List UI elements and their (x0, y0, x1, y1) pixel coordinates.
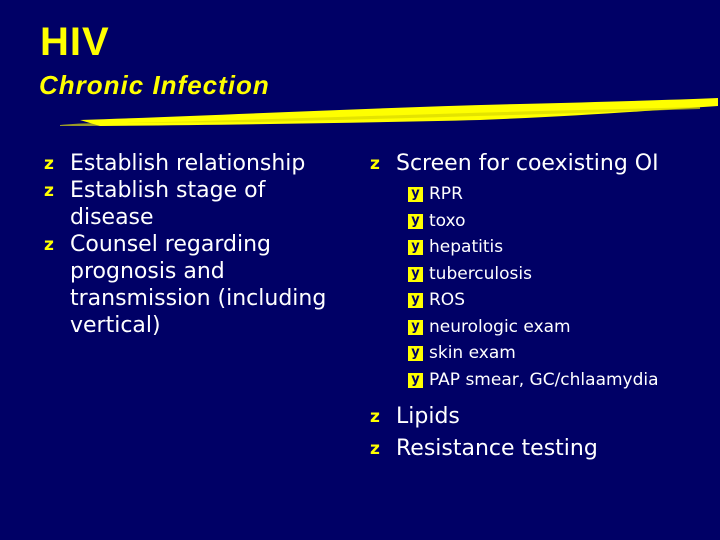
bullet-marker: z (44, 154, 54, 174)
sub-bullet-marker: y (408, 346, 423, 361)
sub-bullet-marker: y (408, 240, 423, 255)
bullet-item (370, 150, 710, 177)
sub-bullet-list (408, 181, 710, 393)
slide-title: HIV (40, 20, 110, 64)
sub-bullet-text: hepatitis (429, 237, 504, 257)
bullet-text: Establish stage of disease (70, 178, 266, 230)
sub-bullet-text: PAP smear, GC/chlaamydia (429, 369, 659, 390)
sub-bullet-text: tuberculosis (429, 263, 532, 284)
sub-bullet-text: RPR (429, 184, 463, 204)
sub-bullet-marker: y (408, 293, 423, 308)
sub-bullet-text: ROS (429, 290, 465, 310)
bullet-marker: z (44, 235, 54, 255)
sub-bullet-text: neurologic exam (429, 316, 571, 337)
sub-bullet-item (408, 261, 710, 288)
left-column (44, 150, 354, 339)
bullet-text: Lipids (396, 404, 460, 429)
right-column (370, 150, 710, 462)
bullet-text: Resistance testing (396, 436, 598, 461)
bullet-text: Screen for coexisting OI (396, 151, 659, 176)
sub-bullet-marker: y (408, 214, 423, 229)
sub-bullet-marker: y (408, 320, 423, 335)
bullet-item (44, 231, 354, 339)
bullet-item (44, 177, 354, 231)
sub-bullet-text: toxo (429, 210, 466, 231)
bullet-item (370, 435, 710, 462)
bullet-item (370, 403, 710, 430)
bullet-text: Counsel regarding prognosis and transmission (including vertical) (70, 232, 327, 338)
sub-bullet-item (408, 181, 710, 208)
bullet-item (44, 150, 354, 177)
sub-bullet-marker: y (408, 373, 423, 388)
slide-subtitle: Chronic Infection (39, 70, 270, 100)
sub-bullet-item (408, 287, 710, 314)
sub-bullet-item (408, 314, 710, 341)
bullet-marker: z (370, 439, 380, 459)
sub-bullet-text: skin exam (429, 343, 516, 363)
sub-bullet-item (408, 234, 710, 261)
bullet-marker: z (370, 154, 380, 174)
sub-bullet-marker: y (408, 187, 423, 202)
sub-bullet-marker: y (408, 267, 423, 282)
bullet-marker: z (370, 407, 380, 427)
bullet-marker: z (44, 181, 54, 201)
sub-bullet-item (408, 208, 710, 235)
brush-stroke-divider (60, 96, 720, 130)
sub-bullet-item (408, 367, 710, 394)
bullet-text: Establish relationship (70, 151, 306, 176)
sub-bullet-item (408, 340, 710, 367)
